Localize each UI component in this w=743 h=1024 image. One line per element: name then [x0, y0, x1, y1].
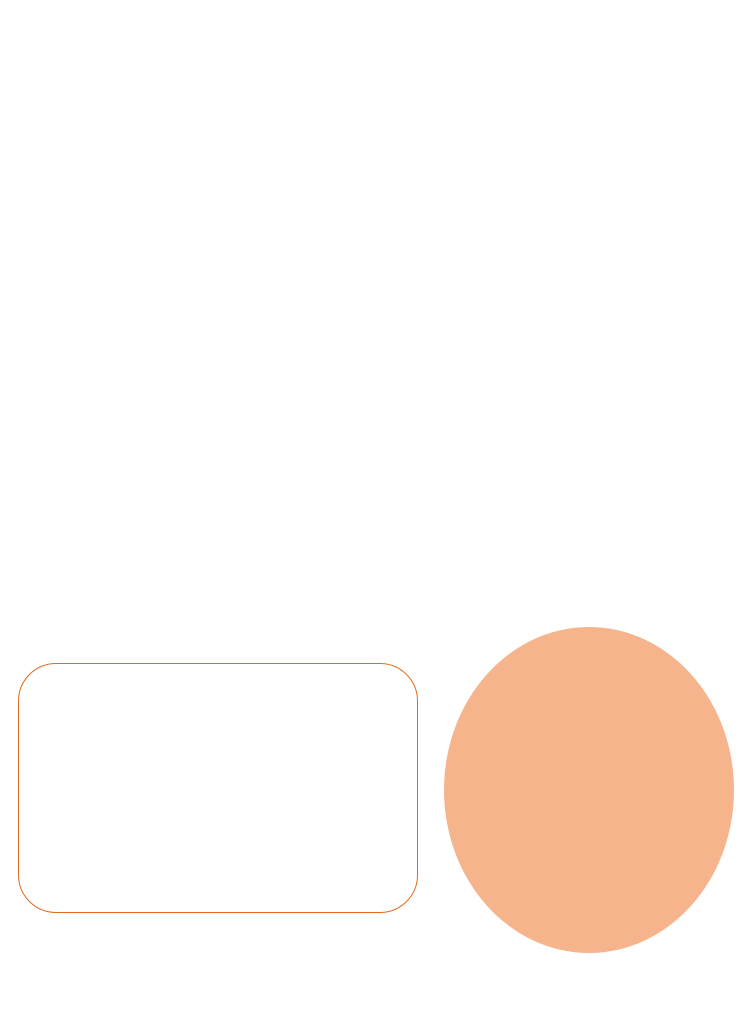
- consultation-box: [18, 663, 418, 913]
- fax-line: [500, 28, 552, 52]
- school-info: [500, 4, 552, 51]
- construction-notice-circle: [444, 627, 734, 953]
- tel-line: [500, 4, 552, 28]
